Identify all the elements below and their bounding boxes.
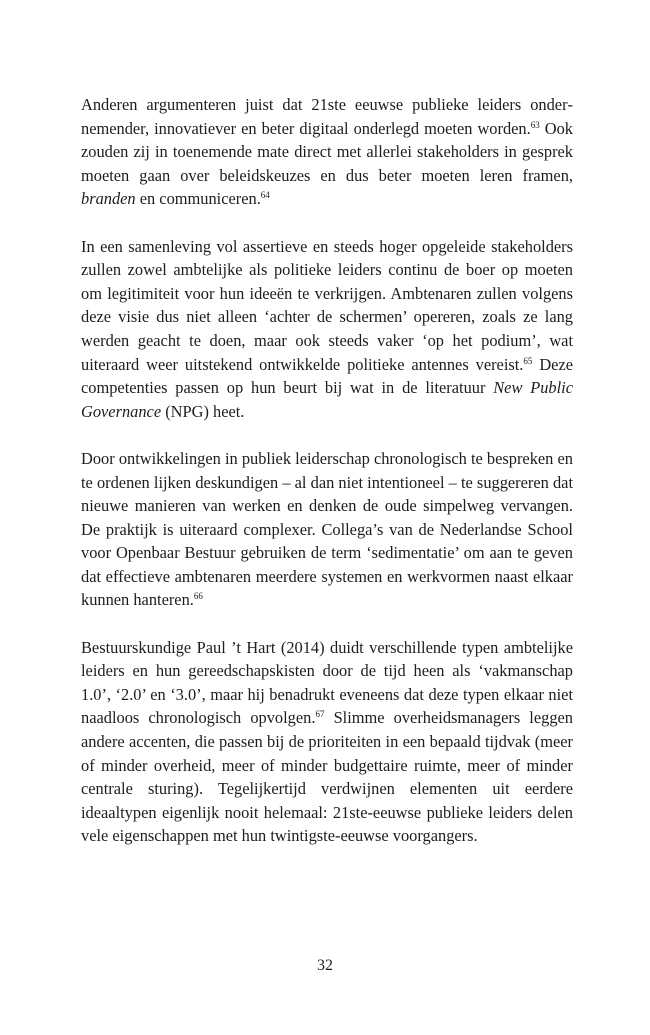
italic-term: New Public Governance xyxy=(81,378,573,421)
footnote-ref: 67 xyxy=(315,709,325,720)
paragraph-text: Deze competenties passen op hun beurt bij wat in de literatuur xyxy=(81,354,573,398)
paragraph-text: Bestuurskundige Paul ’t Hart (2014) duidt verschillende typen ambtelijke leiders en hun gereedschapskisten door de tijd heen als ‘vakmanschap 1.0’, ‘2.0’ en ‘3.0’, maar hij benadrukt eveneens dat deze typen elkaar niet naadloos chronologisch opvolgen. xyxy=(81,637,573,728)
footnote-ref: 65 xyxy=(523,355,533,366)
paragraph-text: en communiceren. xyxy=(135,189,261,209)
footnote-ref: 63 xyxy=(530,119,540,130)
paragraph xyxy=(81,447,573,612)
paragraph-text: Slimme overheidsmanagers leggen andere accenten, die passen bij de prioriteiten in een bepaald tijdvak (meer of minder overheid, meer of minder budgettaire ruimte, meer of minder centrale sturing). Tegelijkertijd verdwijnen elementen uit eerdere ideaaltypen eigenlijk nooit helemaal: 21ste-eeuwse publieke leiders delen vele eigenschappen met hun twintigste-eeuwse voorgangers. xyxy=(81,708,573,846)
paragraph-text: Ook zouden zij in toenemende mate direct met allerlei stakeholders in gesprek moeten gaan over beleidskeuzes en dus beter moeten leren framen, xyxy=(81,118,573,185)
italic-term: branden xyxy=(81,189,136,209)
paragraph xyxy=(81,235,573,424)
body-text xyxy=(81,93,573,848)
paragraph-text: In een samenleving vol assertieve en steeds hoger opgeleide stakeholders zullen zowel ambtelijke als politieke leiders continu de boer op moeten om legitimiteit voor hun ideeën te verkrijgen. Ambtenaren zullen volgens deze visie dus niet alleen ‘achter de schermen’ opereren, zoals ze lang werden geacht te doen, maar ook steeds vaker ‘op het podium’, wat uiteraard weer uitstekend ontwikkelde politieke antennes vereist. xyxy=(81,236,573,374)
paragraph xyxy=(81,93,573,211)
paragraph xyxy=(81,636,573,848)
footnote-ref: 64 xyxy=(260,190,270,201)
paragraph-text: (NPG) heet. xyxy=(161,401,245,421)
page-number: 32 xyxy=(317,957,333,974)
paragraph-text: Anderen argumenteren juist dat 21ste eeuwse publieke leiders ondernemender, innovatiever en beter digitaal onderlegd moeten worden. xyxy=(81,95,573,138)
paragraph-text: Door ontwikkelingen in publiek leiderschap chronologisch te bespreken en te ordenen lijken deskundigen – al dan niet intentioneel – te suggereren dat nieuwe manieren van werken en denken de oude simpelweg vervangen. De praktijk is uiteraard complexer. Collega’s van de Nederlandse School voor Openbaar Bestuur gebruiken de term ‘sedimentatie’ om aan te geven dat effectieve ambtenaren meerdere systemen en werkvormen naast elkaar kunnen hanteren. xyxy=(81,448,573,610)
footnote-ref: 66 xyxy=(193,591,203,602)
